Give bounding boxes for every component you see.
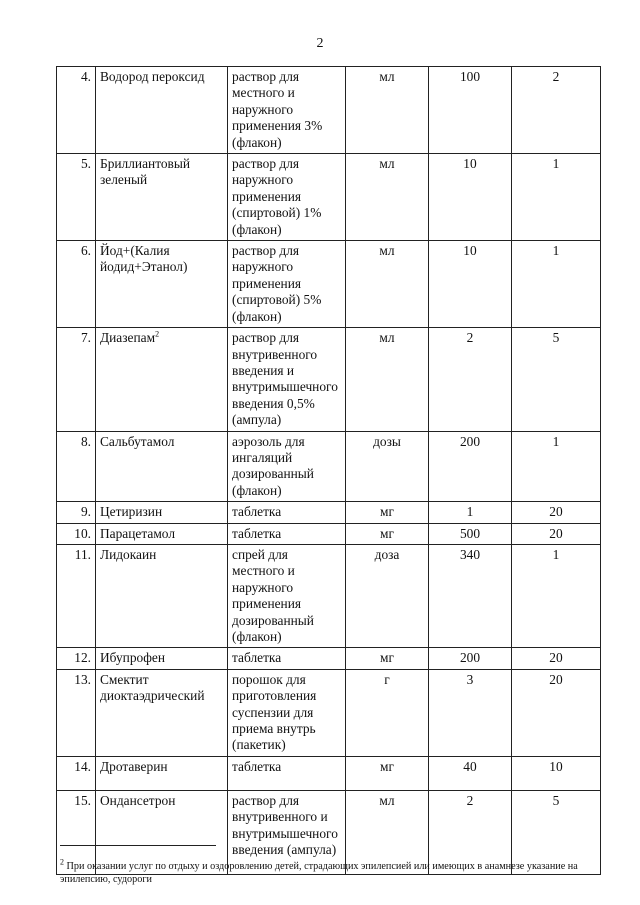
unit-cell bbox=[346, 328, 429, 431]
dosage-form-cell bbox=[228, 328, 346, 431]
row-number-cell bbox=[57, 328, 96, 431]
item-count-cell bbox=[512, 648, 601, 669]
drug-name: Бриллиантовый зеленый bbox=[100, 156, 191, 188]
row-number-cell bbox=[57, 502, 96, 523]
row-number: 15. bbox=[74, 792, 91, 808]
dosage-form-cell bbox=[228, 154, 346, 241]
row-number-cell bbox=[57, 669, 96, 756]
item-count: 20 bbox=[549, 525, 563, 541]
dosage-form-cell bbox=[228, 756, 346, 790]
dosage-form: аэрозоль для ингаляций дозированный (флакон) bbox=[232, 433, 314, 498]
unit: мг bbox=[380, 650, 394, 666]
unit: мл bbox=[379, 243, 395, 259]
dosage-form-cell bbox=[228, 544, 346, 647]
table-row bbox=[57, 544, 601, 647]
dose-quantity: 500 bbox=[459, 525, 481, 541]
row-number-cell bbox=[57, 154, 96, 241]
drug-name-cell bbox=[96, 431, 228, 502]
dose-quantity: 3 bbox=[466, 671, 474, 687]
row-number: 13. bbox=[74, 671, 91, 687]
drug-name: Лидокаин bbox=[100, 546, 157, 562]
item-count-cell bbox=[512, 431, 601, 502]
item-count: 1 bbox=[552, 156, 560, 172]
drug-name: Дротаверин bbox=[100, 758, 168, 774]
row-number-cell bbox=[57, 241, 96, 328]
row-number-cell bbox=[57, 67, 96, 154]
item-count: 20 bbox=[549, 504, 563, 520]
dose-quantity-cell bbox=[429, 154, 512, 241]
dose-quantity-cell bbox=[429, 756, 512, 790]
table-row bbox=[57, 669, 601, 756]
item-count-cell bbox=[512, 502, 601, 523]
unit: г bbox=[384, 671, 390, 687]
dosage-form: раствор для внутривенного введения и внутримышечного введения 0,5%(ампула) bbox=[232, 330, 338, 428]
dose-quantity-cell bbox=[429, 502, 512, 523]
item-count: 2 bbox=[552, 69, 560, 84]
drug-name: Йод+(Калия йодид+Этанол) bbox=[100, 243, 188, 275]
unit: мл bbox=[379, 156, 395, 172]
row-number: 4. bbox=[80, 69, 91, 84]
unit-cell bbox=[346, 669, 429, 756]
dosage-form: раствор для наружного применения (спиртовой) 1% (флакон) bbox=[232, 156, 322, 237]
item-count-cell bbox=[512, 154, 601, 241]
unit: мл bbox=[379, 69, 395, 84]
drug-name-cell bbox=[96, 67, 228, 154]
item-count-cell bbox=[512, 67, 601, 154]
page-number: 2 bbox=[316, 36, 324, 51]
dose-quantity-cell bbox=[429, 544, 512, 647]
drug-name-cell bbox=[96, 648, 228, 669]
dosage-form: спрей для местного и наружного применения дозированный (флакон) bbox=[232, 546, 314, 644]
unit: мг bbox=[380, 525, 394, 541]
drug-name: Ондансетрон bbox=[100, 792, 176, 808]
dosage-form: раствор для внутривенного и внутримышечного введения (ампула) bbox=[232, 792, 338, 858]
dosage-form: таблетка bbox=[232, 504, 282, 520]
unit: мг bbox=[380, 758, 394, 774]
footnote bbox=[60, 857, 610, 886]
dose-quantity: 10 bbox=[463, 243, 477, 259]
unit-cell bbox=[346, 241, 429, 328]
item-count: 1 bbox=[552, 243, 560, 259]
unit-cell bbox=[346, 648, 429, 669]
drug-name: Водород пероксид bbox=[100, 69, 205, 84]
dose-quantity: 40 bbox=[463, 758, 477, 774]
unit-cell bbox=[346, 154, 429, 241]
item-count-cell bbox=[512, 756, 601, 790]
row-number: 12. bbox=[74, 650, 91, 666]
item-count: 20 bbox=[549, 650, 563, 666]
footnote-divider bbox=[60, 845, 216, 846]
row-number: 8. bbox=[80, 433, 91, 449]
dosage-form: таблетка bbox=[232, 758, 282, 774]
row-number-cell bbox=[57, 523, 96, 544]
dose-quantity: 10 bbox=[463, 156, 477, 172]
footnote-text: При оказании услуг по отдыху и оздоровлению детей, страдающих эпилепсией или имеющих в анамнезе указание на эпилепсию, судороги bbox=[60, 861, 578, 885]
dose-quantity: 100 bbox=[459, 69, 481, 84]
unit: мг bbox=[380, 504, 394, 520]
dosage-form: порошок для приготовления суспензии для приема внутрь (пакетик) bbox=[232, 671, 317, 753]
row-number: 5. bbox=[80, 156, 91, 172]
row-number: 9. bbox=[80, 504, 91, 520]
item-count: 1 bbox=[552, 433, 560, 449]
dose-quantity-cell bbox=[429, 669, 512, 756]
drug-name-cell bbox=[96, 756, 228, 790]
drug-name: Цетиризин bbox=[100, 504, 163, 520]
dose-quantity-cell bbox=[429, 328, 512, 431]
row-number: 7. bbox=[80, 330, 91, 346]
table-row bbox=[57, 523, 601, 544]
drug-name-cell bbox=[96, 544, 228, 647]
dosage-form: раствор для наружного применения (спиртовой) 5% (флакон) bbox=[232, 243, 322, 324]
table-row bbox=[57, 67, 601, 154]
row-number: 11. bbox=[74, 546, 91, 562]
dose-quantity: 340 bbox=[459, 546, 481, 562]
drug-name-cell bbox=[96, 523, 228, 544]
unit-cell bbox=[346, 502, 429, 523]
dosage-form-cell bbox=[228, 502, 346, 523]
table-row bbox=[57, 502, 601, 523]
drug-name: Диазепам bbox=[100, 330, 156, 346]
dosage-form: таблетка bbox=[232, 650, 282, 666]
dosage-form-cell bbox=[228, 648, 346, 669]
item-count-cell bbox=[512, 669, 601, 756]
item-count: 20 bbox=[549, 671, 563, 687]
drug-name: Сальбутамол bbox=[100, 433, 175, 449]
row-number: 6. bbox=[80, 243, 91, 259]
item-count-cell bbox=[512, 328, 601, 431]
item-count: 5 bbox=[552, 330, 560, 346]
row-number-cell bbox=[57, 431, 96, 502]
row-number-cell bbox=[57, 544, 96, 647]
dose-quantity: 200 bbox=[459, 433, 481, 449]
dosage-form-cell bbox=[228, 241, 346, 328]
footnote-reference: 2 bbox=[155, 329, 160, 339]
unit-cell bbox=[346, 67, 429, 154]
dose-quantity: 2 bbox=[466, 330, 474, 346]
drug-name-cell bbox=[96, 502, 228, 523]
dose-quantity-cell bbox=[429, 67, 512, 154]
row-number: 14. bbox=[74, 758, 91, 774]
dosage-form: таблетка bbox=[232, 525, 282, 541]
item-count-cell bbox=[512, 241, 601, 328]
table-row bbox=[57, 241, 601, 328]
unit-cell bbox=[346, 756, 429, 790]
drug-name: Парацетамол bbox=[100, 525, 175, 541]
item-count: 1 bbox=[552, 546, 560, 562]
drug-name: Смектит диоктаэдрический bbox=[100, 671, 205, 704]
item-count: 5 bbox=[552, 792, 560, 808]
table-row bbox=[57, 154, 601, 241]
unit: доза bbox=[374, 546, 400, 562]
dosage-form-cell bbox=[228, 431, 346, 502]
dosage-form-cell bbox=[228, 523, 346, 544]
dose-quantity-cell bbox=[429, 648, 512, 669]
dose-quantity-cell bbox=[429, 523, 512, 544]
dose-quantity-cell bbox=[429, 431, 512, 502]
row-number-cell bbox=[57, 648, 96, 669]
item-count-cell bbox=[512, 523, 601, 544]
table-row bbox=[57, 756, 601, 790]
dosage-form-cell bbox=[228, 67, 346, 154]
unit-cell bbox=[346, 523, 429, 544]
unit: мл bbox=[379, 330, 395, 346]
dose-quantity: 1 bbox=[466, 504, 474, 520]
drug-name-cell bbox=[96, 669, 228, 756]
drug-name-cell bbox=[96, 241, 228, 328]
drug-name-cell bbox=[96, 154, 228, 241]
unit: дозы bbox=[373, 433, 401, 449]
unit-cell bbox=[346, 431, 429, 502]
item-count: 10 bbox=[549, 758, 563, 774]
drug-name-cell bbox=[96, 328, 228, 431]
dosage-form: раствор для местного и наружного применения 3% (флакон) bbox=[232, 69, 323, 150]
footnote-marker: 2 bbox=[60, 857, 64, 867]
unit-cell bbox=[346, 544, 429, 647]
drug-name: Ибупрофен bbox=[100, 650, 166, 666]
unit: мл bbox=[379, 792, 395, 808]
table-row bbox=[57, 648, 601, 669]
row-number-cell bbox=[57, 756, 96, 790]
dose-quantity-cell bbox=[429, 241, 512, 328]
table-row bbox=[57, 328, 601, 431]
table-row bbox=[57, 431, 601, 502]
dose-quantity: 200 bbox=[459, 650, 481, 666]
dose-quantity: 2 bbox=[466, 792, 474, 808]
row-number: 10. bbox=[74, 525, 91, 541]
medication-table bbox=[56, 66, 601, 875]
item-count-cell bbox=[512, 544, 601, 647]
dosage-form-cell bbox=[228, 669, 346, 756]
